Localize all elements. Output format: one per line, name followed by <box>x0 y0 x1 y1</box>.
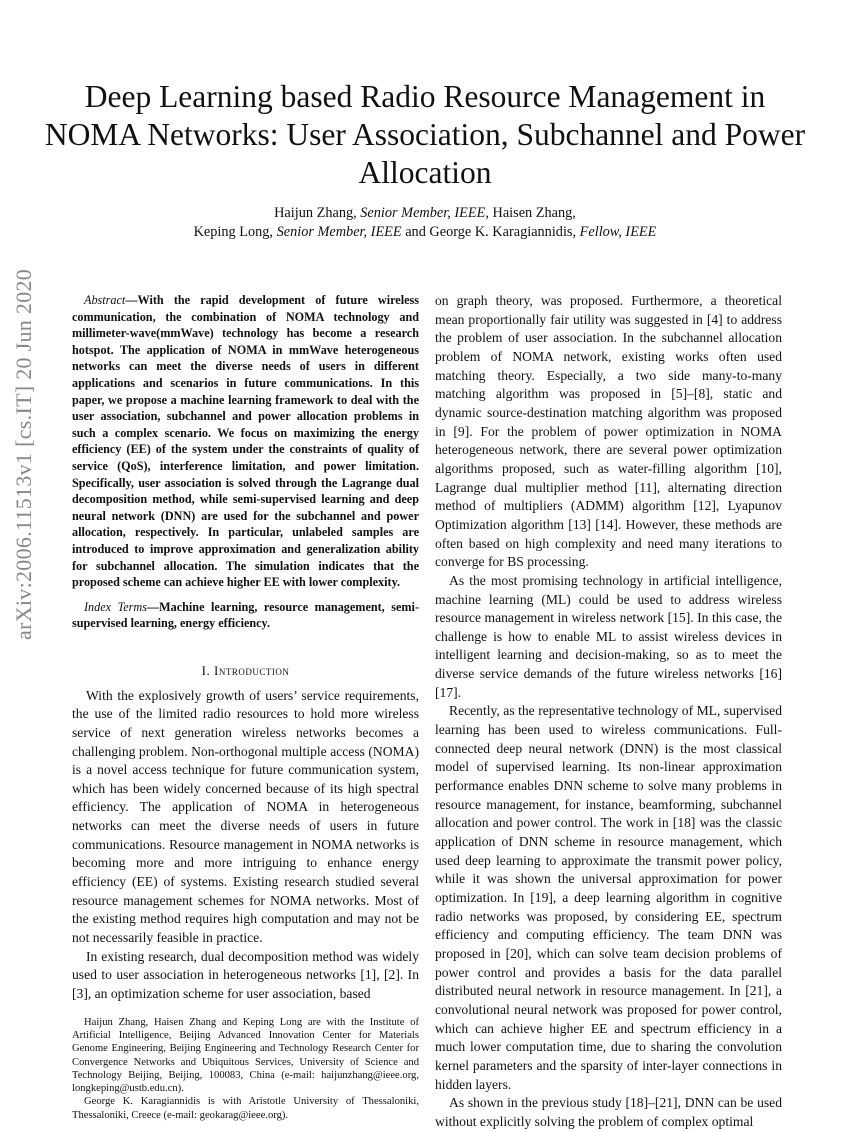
paragraph: Recently, as the representative technology of ML, supervised learning has been used to wireless communications. Full-connected deep neural network (DNN) is the most classical model of supervised learning. Its non-linear approximation performance enables DNN scheme to solve many problems in resource management, for instance, beamforming, subchannel allocation and power control. The work in [18] was the classic application of DNN scheme in resource management, which used deep learning to approximate the transmit power policy, while it was shown the universal approximation for power optimization. In [19], a deep learning algorithm in cognitive radio networks was proposed, by considering EE, spectrum efficiency and computing efficiency. The team DNN was proposed in [20], which can solve team decision problems of power control and provides a basis for the data parallel distributed neural network in resource management. In [21], a convolutional neural network was proposed for power control, which can achieve higher EE and spectrum efficiency in a much lower computation time, due to sharing the convolution kernel parameters and the sparsity of inter-layer connections in hidden layers. <box>435 703 782 1092</box>
paragraph: As shown in the previous study [18]–[21], DNN can be used without explicitly solving the problem of complex optimal <box>435 1095 782 1129</box>
paragraph: In existing research, dual decomposition method was widely used to user association in heterogeneous networks [1], [2]. In [3], an optimization scheme for user association, based <box>72 948 419 1002</box>
abstract-text: —With the rapid development of future wireless communication, the combination of NOMA technology and millimeter-wave(mmWave) technology has become a research hotspot. The application of NOMA in mmWave heterogeneous networks can meet the diverse needs of users in different applications and scenarios in future communications. In this paper, we propose a machine learning framework to deal with the user association, subchannel and power allocation problems in such a complex scenario. We focus on maximizing the energy efficiency (EE) of the system under the constraints of quality of service (QoS), interference limitation, and power limitation. Specifically, user association is solved through the Lagrange dual decomposition method, while semi-supervised learning and deep neural network (DNN) are used for the subchannel and power allocation, respectively. In particular, unlabeled samples are introduced to improve approximation and generalization ability for subchannel allocation. The simulation indicates that the proposed scheme can achieve higher EE with lower complexity. <box>72 293 419 590</box>
paper-title: Deep Learning based Radio Resource Management in NOMA Networks: User Association, Subchannel and Power Allocation <box>44 79 806 190</box>
footnotes <box>72 1016 419 1122</box>
section-heading <box>72 662 419 681</box>
author-title: Fellow, IEEE <box>579 224 657 240</box>
paragraph: on graph theory, was proposed. Furthermore, a theoretical mean proportionally fair utility was suggested in [4] to address the problem of user association. In the subchannel allocation problem of NOMA network, existing works often used matching theory. Especially, a two side many-to-many matching algorithm was proposed in [5]–[8], static and dynamic source-destination matching algorithm was proposed in [9]. For the problem of power optimization in NOMA heterogeneous network, there are several power optimization algorithms proposed, such as water-filling algorithm [10], Lagrange dual multiplier method [11], alternating direction method of multipliers (ADMM) algorithm [12], Lyapunov Optimization algorithm [13] [14]. However, these methods are often based on high complexity and need many iterations to converge for BS processing. <box>435 293 782 570</box>
author-name: Keping Long, <box>193 224 277 240</box>
author-line-1 <box>40 204 810 223</box>
author-line-2 <box>40 223 810 242</box>
right-column <box>435 292 782 1132</box>
arxiv-identifier: arXiv:2006.11513v1 [cs.IT] 20 Jun 2020 <box>11 268 36 640</box>
index-terms <box>72 599 419 632</box>
footnote: George K. Karagiannidis is with Aristotle University of Thessaloniki, Thessaloniki, Creece (e-mail: geokarag@ieee.org). <box>72 1096 419 1121</box>
index-terms-text: —Machine learning, resource management, semi-supervised learning, energy efficiency. <box>72 599 420 631</box>
author-name: Haijun Zhang, <box>274 205 361 221</box>
footnote: Haijun Zhang, Haisen Zhang and Keping Long are with the Institute of Artificial Intelligence, Beijing Advanced Innovation Center for Materials Genome Engineering, Beijing Engineering and Technology Research Center for Convergence Networks and Ubiquitous Services, University of Science and Technology Beijing, Beijing, 100083, China (e-mail: haijunzhang@ieee.org, longkeping@ustb.edu.cn). <box>72 1016 419 1095</box>
author-title: Senior Member, IEEE <box>360 205 486 221</box>
author-list <box>40 204 810 242</box>
abstract-label: Abstract <box>84 293 126 307</box>
author-title: Senior Member, IEEE <box>276 224 402 240</box>
section-number: I. <box>201 662 214 678</box>
author-name: and George K. Karagiannidis, <box>401 224 580 240</box>
author-name: , Haisen Zhang, <box>485 205 576 221</box>
section-title: Introduction <box>214 662 290 678</box>
index-terms-label: Index Terms <box>84 599 147 614</box>
body-columns <box>72 292 782 1132</box>
paragraph: As the most promising technology in artificial intelligence, machine learning (ML) could be used to address wireless resource management in wireless network [15]. In this case, the challenge is how to enable ML to assist wireless devices in intelligent learning and decision-making, so as to meet the diverse service demands of the future wireless networks [16] [17]. <box>435 572 782 700</box>
paragraph: With the explosively growth of users’ service requirements, the use of the limited radio resources to hold more wireless service of next generation wireless networks becomes a challenging problem. Non-orthogonal multiple access (NOMA) is a novel access technique for future communication system, which has been widely concerned because of its high spectral efficiency. The application of NOMA in heterogeneous networks can meet the diverse needs of users in future communications. Resource management in NOMA networks is becoming more and more intriguing to enhance energy efficiency (EE) of systems. Existing research studied several resource management schemes for NOMA networks. Most of the existing method requires high computation and may not be not necessarily feasible in practice. <box>72 687 419 946</box>
abstract <box>72 292 419 591</box>
left-column <box>72 292 419 1122</box>
